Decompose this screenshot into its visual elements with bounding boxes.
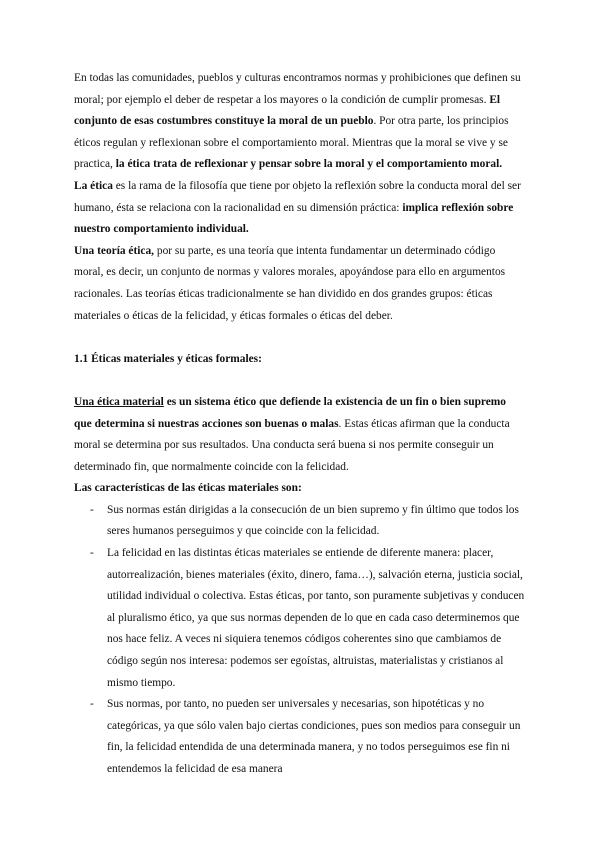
- text: . Por otra parte, los principios éticos regulan y reflexionan sobre el comportamiento moral. Mientras que la moral se vive y se practica,: [74, 115, 509, 171]
- section-heading: 1.1 Éticas materiales y éticas formales:: [74, 352, 262, 365]
- list-item-text: Sus normas están dirigidas a la consecución de un bien supremo y fin último que todos los seres humanos perseguimos y que coincide con la felicidad.: [107, 503, 519, 538]
- text: es la rama de la filosofía que tiene por objeto la reflexión sobre la conducta moral del ser humano, ésta se relaciona con la racionalidad en su dimensión práctica:: [74, 179, 521, 214]
- list-item: [74, 694, 526, 780]
- bold-text: la ética trata de reflexionar y pensar sobre la moral y el comportamiento moral.: [115, 158, 503, 171]
- text: por su parte, es una teoría que intenta fundamentar un determinado código moral, es decir, un conjunto de normas y valores morales, apoyándose para ello en argumentos racionales. Las teorías éticas tradicionalmente se han dividido en dos grandes grupos: éticas materiales o éticas de la felicidad, y éticas formales o éticas del deber.: [74, 244, 506, 322]
- bold-text: La ética: [74, 179, 113, 192]
- list-item: [74, 500, 526, 543]
- underlined-text: Una ética material: [74, 395, 164, 408]
- list-marker: -: [90, 698, 94, 711]
- list-marker: -: [90, 547, 94, 560]
- paragraph-etica-material: [74, 392, 526, 478]
- blank-line: [74, 327, 526, 349]
- text: En todas las comunidades, pueblos y culturas encontramos normas y prohibiciones que definen su moral; por ejemplo el deber de respetar a los mayores o la condición de cumplir promesas.: [74, 72, 521, 106]
- list-title: Las características de las éticas materiales son:: [74, 482, 302, 495]
- characteristics-list: [74, 500, 526, 781]
- paragraph-etica: [74, 176, 526, 241]
- list-marker: -: [90, 503, 94, 516]
- paragraph-moral: [74, 68, 526, 176]
- bold-text: implica reflexión sobre nuestro comportamiento individual.: [74, 201, 514, 236]
- blank-line: [74, 370, 526, 392]
- list-item: [74, 543, 526, 694]
- list-item-text: Sus normas, por tanto, no pueden ser universales y necesarias, son hipotéticas y no categóricas, ya que sólo valen bajo ciertas condiciones, pues son medios para conseguir un fin, la felicidad entendida de una determinada manera, y no todos perseguimos ese fin ni entendemos la felicidad de esa manera: [107, 698, 521, 775]
- list-item-text: La felicidad en las distintas éticas materiales se entiende de diferente manera: placer, autorrealización, bienes materiales (éxito, dinero, fama…), salvación eterna, justicia social, utilidad individual o colectiva. Estas éticas, por tanto, son puramente subjetivas y conducen al pluralismo ético, ya que sus normas dependen de lo que en cada caso determinemos que nos hace feliz. A veces ni siquiera tenemos códigos coherentes sino que cambiamos de código según nos interesa: podemos ser egoístas, altruistas, materialistas y cristianos al mismo tiempo.: [107, 547, 525, 689]
- bold-text: Una teoría ética,: [74, 244, 155, 257]
- bold-text: es un sistema ético que defiende la existencia de un fin o bien supremo que determina si nuestras acciones son buenas o malas: [74, 395, 506, 430]
- text: . Estas éticas afirman que la conducta moral se determina por sus resultados. Una conducta será buena si nos permite conseguir un determinado fin, que normalmente coincide con la felicidad.: [74, 417, 510, 473]
- paragraph-teoria-etica: [74, 241, 526, 327]
- bold-text: El conjunto de esas costumbres constituye la moral de un pueblo: [74, 93, 501, 128]
